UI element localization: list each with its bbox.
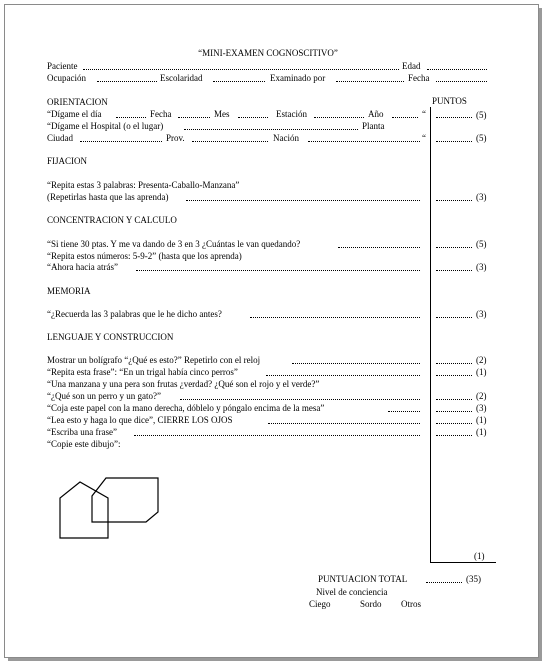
orientacion-nacion: Nación — [273, 133, 299, 143]
answer-leader — [266, 375, 420, 376]
points-lenguaje-1: (2) — [476, 355, 487, 365]
puntos-column-line — [430, 107, 431, 562]
paciente-label: Paciente — [47, 61, 78, 71]
lenguaje-item: “Lea esto y haga lo que dice”, CIERRE LOS OJOS — [47, 415, 233, 425]
points-leader — [436, 317, 472, 318]
ocupacion-label: Ocupación — [47, 73, 86, 83]
points-leader — [436, 363, 472, 364]
nacion-field[interactable] — [308, 141, 420, 142]
fecha-field[interactable] — [436, 81, 487, 82]
ano-field[interactable] — [392, 117, 418, 118]
points-leader — [436, 141, 472, 142]
points-fijacion: (3) — [476, 192, 487, 202]
fecha-label: Fecha — [408, 73, 430, 83]
points-leader — [436, 562, 472, 563]
lenguaje-heading: LENGUAJE Y CONSTRUCCION — [47, 332, 174, 342]
fijacion-line-1: “Repita estas 3 palabras: Presenta-Caballo-Manzana” — [47, 180, 240, 190]
examinado-por-field[interactable] — [336, 81, 404, 82]
lenguaje-item: “Copie este dibujo”: — [47, 439, 121, 449]
points-leader — [436, 435, 472, 436]
points-concentracion-3: (3) — [476, 262, 487, 272]
points-lenguaje-4: (2) — [476, 391, 487, 401]
points-leader — [436, 423, 472, 424]
points-leader — [436, 270, 472, 271]
points-lenguaje-7: (1) — [476, 427, 487, 437]
lenguaje-item: “Escriba una frase” — [47, 427, 117, 437]
answer-leader — [292, 363, 420, 364]
points-orientacion-3: (5) — [476, 133, 487, 143]
mes-field[interactable] — [238, 117, 268, 118]
escolaridad-label: Escolaridad — [160, 73, 203, 83]
lenguaje-item: Mostrar un bolígrafo “¿Qué es esto?” Repetirlo con el reloj — [47, 355, 261, 365]
ciego-label: Ciego — [309, 599, 331, 609]
concentracion-line-3: “Ahora hacia atrás” — [47, 262, 118, 272]
ciudad-field[interactable] — [80, 141, 162, 142]
fijacion-heading: FIJACION — [47, 156, 88, 166]
points-lenguaje-6: (1) — [476, 415, 487, 425]
answer-leader — [186, 200, 420, 201]
points-leader — [436, 247, 472, 248]
points-concentracion-1: (5) — [476, 239, 487, 249]
lenguaje-item: “Repita esta frase”: “En un trigal había cinco perros” — [47, 367, 238, 377]
total-points-leader — [426, 582, 462, 583]
otros-label: Otros — [401, 599, 421, 609]
answer-leader — [250, 317, 420, 318]
page-title: “MINI-EXAMEN COGNOSCITIVO” — [198, 48, 338, 58]
orientacion-ciudad: Ciudad — [47, 133, 73, 143]
lenguaje-item: “Una manzana y una pera son frutas ¿verdad? ¿Qué son el rojo y el verde?” — [47, 379, 320, 389]
points-leader — [436, 200, 472, 201]
answer-leader — [134, 435, 420, 436]
examinado-por-label: Examinado por — [270, 73, 326, 83]
fijacion-line-2: (Repetirlas hasta que las aprenda) — [47, 192, 169, 202]
nivel-conciencia-label: Nivel de conciencia — [316, 587, 388, 597]
page-shadow-right — [539, 8, 542, 660]
answer-leader — [388, 411, 420, 412]
answer-leader — [180, 399, 420, 400]
hospital-field[interactable] — [184, 129, 358, 130]
memoria-line-1: “¿Recuerda las 3 palabras que le he dicho antes? — [47, 309, 222, 319]
orientacion-quote-3: “ — [422, 133, 426, 143]
ocupacion-field[interactable] — [97, 81, 157, 82]
answer-leader — [268, 423, 420, 424]
memoria-heading: MEMORIA — [47, 286, 91, 296]
escolaridad-field[interactable] — [213, 81, 265, 82]
fecha-dia-field[interactable] — [178, 117, 210, 118]
orientacion-planta: Planta — [362, 121, 385, 131]
edad-label: Edad — [402, 61, 421, 71]
puntos-header: PUNTOS — [432, 96, 467, 106]
orientacion-hospital: “Dígame el Hospital (o el lugar) — [47, 121, 164, 131]
orientacion-ano: Año — [368, 109, 384, 119]
points-leader — [436, 117, 472, 118]
dia-field[interactable] — [116, 117, 146, 118]
sordo-label: Sordo — [360, 599, 382, 609]
points-orientacion-1: (5) — [476, 110, 487, 120]
answer-leader — [136, 270, 420, 271]
points-leader — [436, 399, 472, 400]
lenguaje-item: “¿Qué son un perro y un gato?” — [47, 391, 161, 401]
edad-field[interactable] — [427, 69, 487, 70]
points-drawing: (1) — [474, 551, 485, 561]
orientacion-mes: Mes — [214, 109, 230, 119]
points-leader — [436, 411, 472, 412]
orientacion-dia: “Dígame el día — [47, 109, 102, 119]
concentracion-heading: CONCENTRACION Y CALCULO — [47, 215, 177, 225]
points-memoria: (3) — [476, 309, 487, 319]
answer-leader — [338, 247, 420, 248]
paciente-field[interactable] — [83, 69, 399, 70]
copy-drawing-figure — [56, 474, 160, 544]
orientacion-estacion: Estación — [276, 109, 307, 119]
concentracion-line-2: “Repita estos números: 5-9-2” (hasta que los aprenda) — [47, 251, 242, 261]
concentracion-line-1: “Si tiene 30 ptas. Y me va dando de 3 en 3 ¿Cuántas le van quedando? — [47, 239, 301, 249]
lenguaje-item: “Coja este papel con la mano derecha, dóblelo y póngalo encima de la mesa” — [47, 403, 325, 413]
orientacion-prov: Prov. — [166, 133, 185, 143]
estacion-field[interactable] — [314, 117, 364, 118]
page-shadow-bottom — [8, 658, 542, 661]
total-label: PUNTUACION TOTAL — [318, 574, 408, 584]
total-points: (35) — [466, 574, 481, 584]
points-lenguaje-5: (3) — [476, 403, 487, 413]
points-leader — [436, 375, 472, 376]
orientacion-fecha: Fecha — [150, 109, 172, 119]
orientacion-heading: ORIENTACION — [47, 97, 108, 107]
points-lenguaje-2: (1) — [476, 367, 487, 377]
orientacion-quote-1: “ — [422, 109, 426, 119]
prov-field[interactable] — [192, 141, 268, 142]
